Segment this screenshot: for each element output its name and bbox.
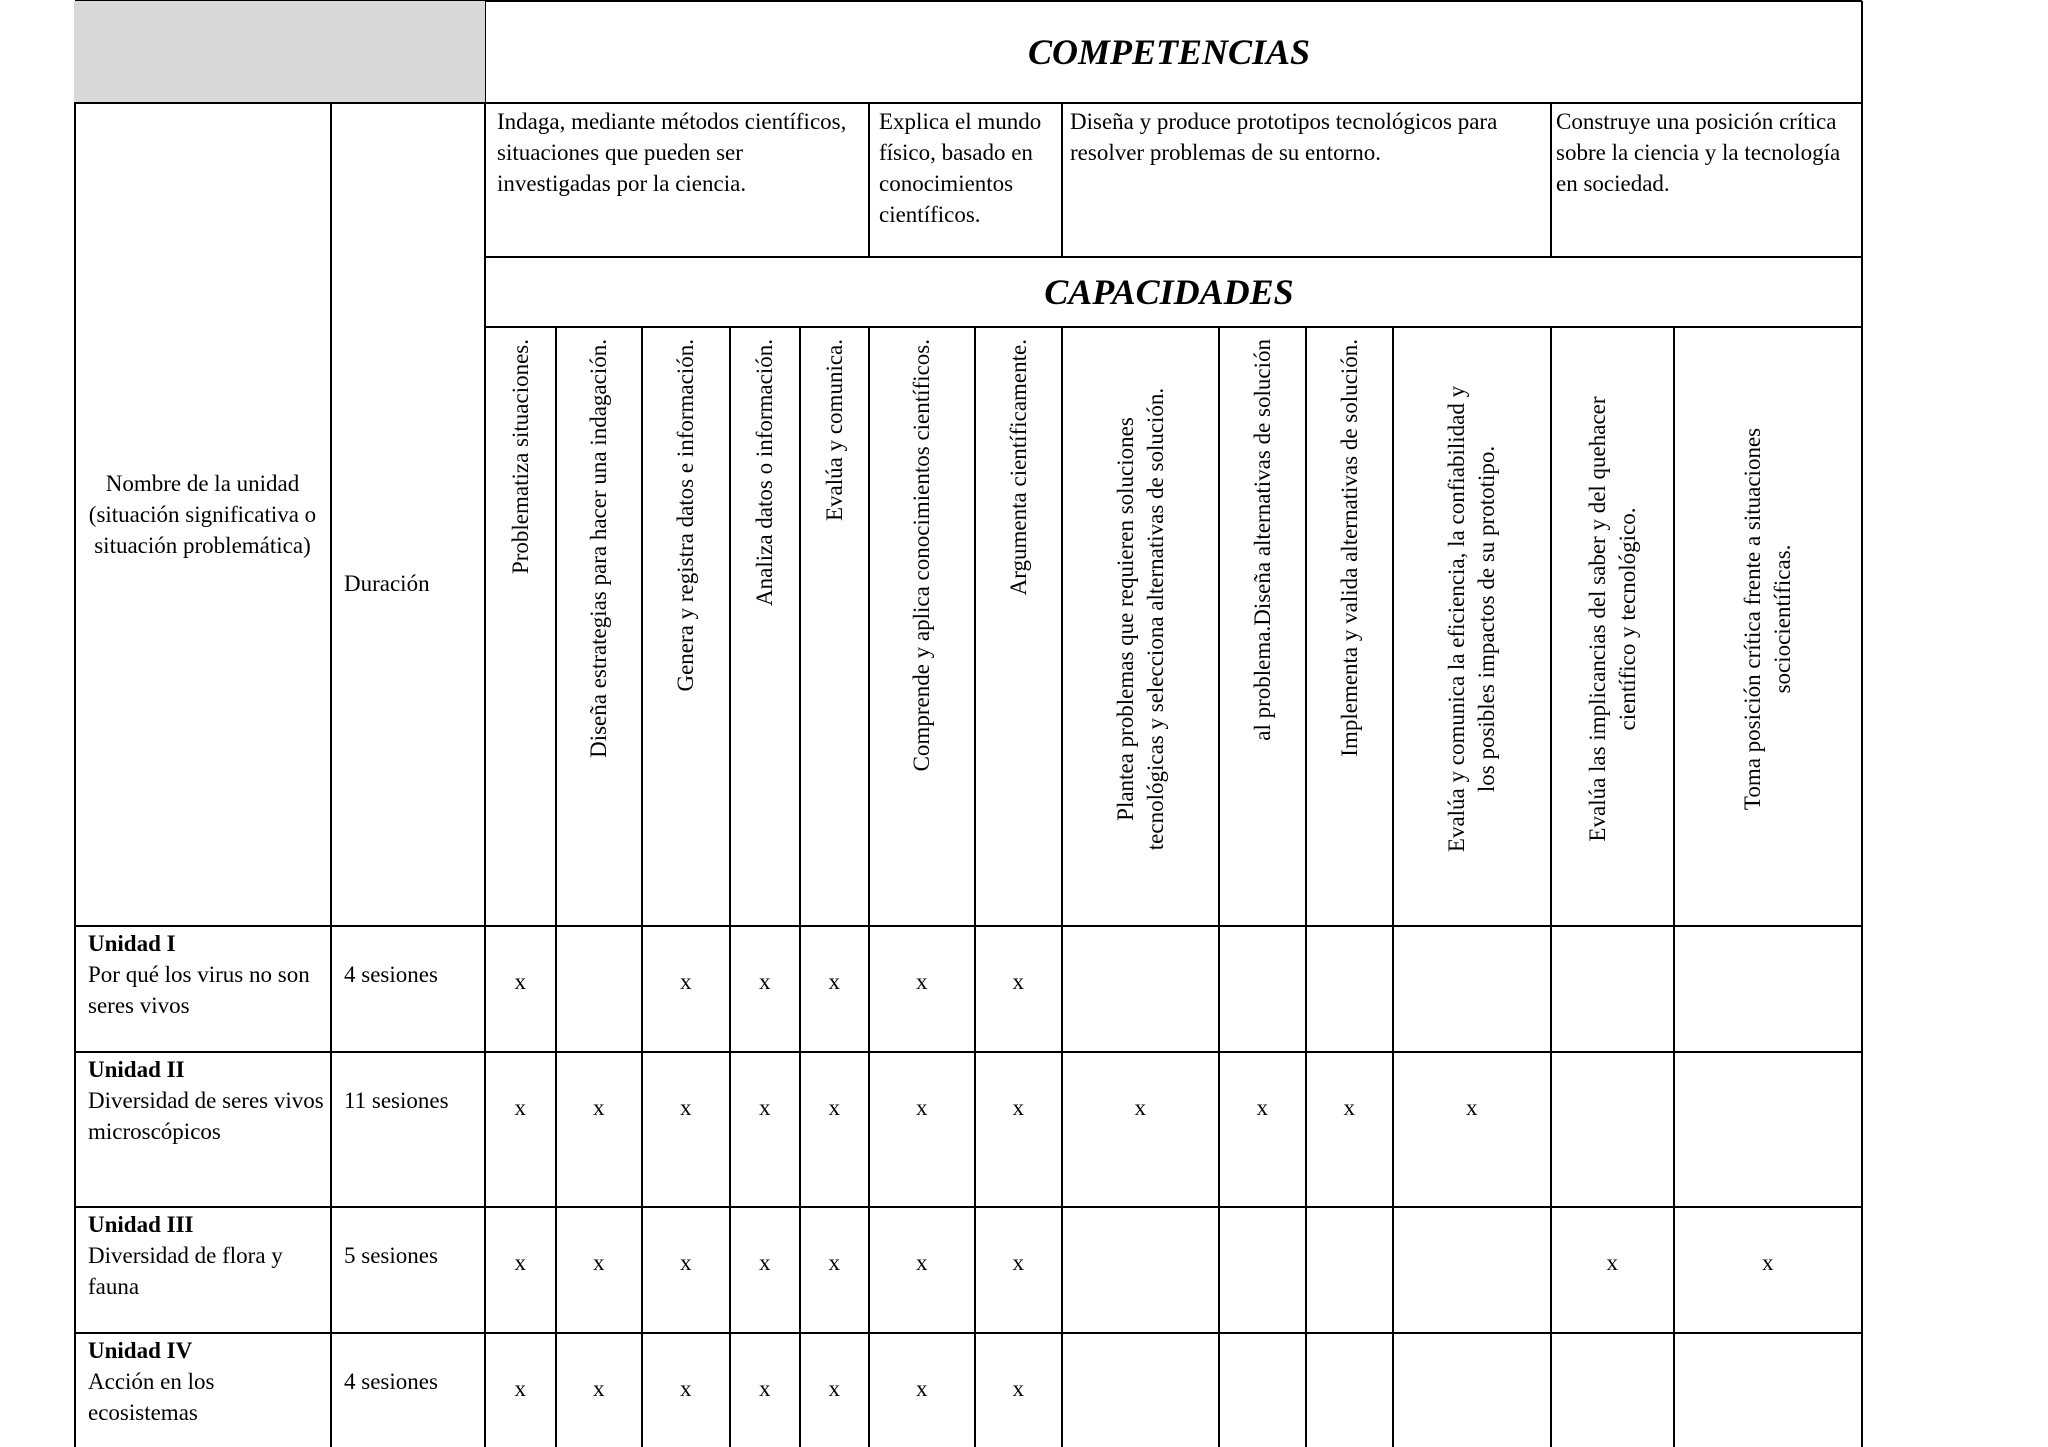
capacity-header bbox=[671, 339, 701, 899]
unit-title: Unidad II bbox=[88, 1057, 185, 1082]
capacity-mark: x bbox=[514, 1095, 526, 1120]
capacity-mark: x bbox=[680, 969, 692, 994]
competency-explica: Explica el mundo físico, basado en conocimientos científicos. bbox=[879, 109, 1042, 227]
capacity-mark: x bbox=[593, 1250, 605, 1275]
unit-description: Por qué los virus no son seres vivos bbox=[88, 962, 310, 1018]
capacity-mark: x bbox=[1134, 1095, 1146, 1120]
capacity-mark: x bbox=[916, 1095, 928, 1120]
capacity-header bbox=[750, 339, 780, 899]
capacity-header bbox=[506, 339, 536, 899]
capacity-header-line: tecnológicas y selecciona alternativas de solución. bbox=[1142, 387, 1168, 851]
duration-header: Duración bbox=[344, 571, 430, 596]
capacity-mark: x bbox=[759, 969, 771, 994]
unit-description: Diversidad de seres vivos microscópicos bbox=[88, 1088, 324, 1144]
capacity-mark: x bbox=[1256, 1095, 1268, 1120]
capacity-header bbox=[584, 339, 614, 899]
capacity-mark: x bbox=[593, 1095, 605, 1120]
capacity-mark: x bbox=[514, 1250, 526, 1275]
capacity-mark: x bbox=[1606, 1250, 1618, 1275]
competency-indaga: Indaga, mediante métodos científicos, situaciones que pueden ser investigadas por la ciencia. bbox=[497, 109, 847, 196]
capacity-header-line: Analiza datos o información. bbox=[752, 339, 777, 606]
header-shaded-corner bbox=[74, 1, 485, 102]
capacity-mark: x bbox=[1343, 1095, 1355, 1120]
capacity-header-line: Evalúa y comunica. bbox=[821, 339, 847, 522]
competency-construye: Construye una posición crítica sobre la ciencia y la tecnología en sociedad. bbox=[1556, 109, 1841, 196]
table-row-unit-name bbox=[88, 1209, 324, 1302]
capacity-mark: x bbox=[759, 1376, 771, 1401]
unit-duration: 4 sesiones bbox=[344, 1369, 438, 1394]
capacity-header bbox=[1738, 339, 1798, 899]
capacity-header bbox=[1004, 339, 1034, 899]
capacity-header bbox=[820, 339, 850, 899]
capacity-header-line: Comprende y aplica conocimientos científicos. bbox=[909, 339, 934, 772]
capacity-header-line: Plantea problemas que requieren soluciones bbox=[1112, 417, 1138, 821]
capacity-mark: x bbox=[1012, 1095, 1024, 1120]
capacity-mark: x bbox=[759, 1095, 771, 1120]
capacity-mark: x bbox=[1012, 969, 1024, 994]
capacity-header bbox=[1111, 339, 1171, 899]
unit-title: Unidad III bbox=[88, 1212, 194, 1237]
capacity-header bbox=[1335, 339, 1365, 899]
capacity-mark: x bbox=[680, 1250, 692, 1275]
capacity-mark: x bbox=[1466, 1095, 1478, 1120]
unit-title: Unidad IV bbox=[88, 1338, 193, 1363]
capacity-header bbox=[907, 339, 937, 899]
capacity-mark: x bbox=[1762, 1250, 1774, 1275]
capacity-mark: x bbox=[514, 969, 526, 994]
capacity-mark: x bbox=[593, 1376, 605, 1401]
capacity-mark: x bbox=[828, 969, 840, 994]
capacity-header-line: Genera y registra datos e información. bbox=[673, 339, 698, 692]
capacity-header bbox=[1583, 339, 1643, 899]
capacity-header-line: Argumenta científicamente. bbox=[1005, 339, 1031, 596]
capacity-header-line: Evalúa las implicancias del saber y del quehacer bbox=[1584, 396, 1610, 842]
unit-title: Unidad I bbox=[88, 931, 176, 956]
capacity-mark: x bbox=[514, 1376, 526, 1401]
table-row-unit-name bbox=[88, 1054, 324, 1147]
capacity-header-line: sociocientíficas. bbox=[1770, 544, 1795, 694]
competency-disena: Diseña y produce prototipos tecnológicos para resolver problemas de su entorno. bbox=[1070, 109, 1498, 165]
unit-name-header: Nombre de la unidad (situación significativa o situación problemática) bbox=[88, 470, 317, 558]
capacity-mark: x bbox=[916, 1376, 928, 1401]
capacity-mark: x bbox=[1012, 1250, 1024, 1275]
unit-duration: 5 sesiones bbox=[344, 1243, 438, 1268]
capacity-mark: x bbox=[828, 1376, 840, 1401]
table-row-unit-name bbox=[88, 928, 324, 1021]
capacity-header-line: Problematiza situaciones. bbox=[507, 339, 533, 575]
capacity-header bbox=[1248, 339, 1278, 899]
capacidades-title: CAPACIDADES bbox=[1044, 272, 1294, 312]
capacity-mark: x bbox=[680, 1095, 692, 1120]
table-row-unit-name bbox=[88, 1335, 324, 1428]
capacity-header-line: Diseña estrategias para hacer una indagación. bbox=[586, 339, 611, 758]
capacity-mark: x bbox=[1012, 1376, 1024, 1401]
unit-description: Acción en los ecosistemas bbox=[88, 1369, 215, 1425]
capacity-header-line: Implementa y valida alternativas de solución. bbox=[1336, 339, 1362, 757]
capacity-mark: x bbox=[828, 1250, 840, 1275]
capacity-header-line: al problema.Diseña alternativas de solución bbox=[1249, 339, 1275, 741]
capacity-header-line: Evalúa y comunica la eficiencia, la confiabilidad y bbox=[1444, 385, 1469, 853]
unit-duration: 11 sesiones bbox=[344, 1088, 449, 1113]
capacity-header-line: científico y tecnológico. bbox=[1614, 507, 1640, 731]
unit-duration: 4 sesiones bbox=[344, 962, 438, 987]
unit-description: Diversidad de flora y fauna bbox=[88, 1243, 283, 1299]
capacity-mark: x bbox=[916, 969, 928, 994]
capacity-header bbox=[1442, 339, 1502, 899]
capacity-mark: x bbox=[680, 1376, 692, 1401]
capacity-mark: x bbox=[759, 1250, 771, 1275]
capacity-mark: x bbox=[916, 1250, 928, 1275]
competencias-title: COMPETENCIAS bbox=[1027, 31, 1311, 72]
capacity-mark: x bbox=[828, 1095, 840, 1120]
capacity-header-line: los posibles impactos de su prototipo. bbox=[1474, 445, 1499, 793]
capacity-header-line: Toma posición crítica frente a situaciones bbox=[1740, 427, 1765, 811]
